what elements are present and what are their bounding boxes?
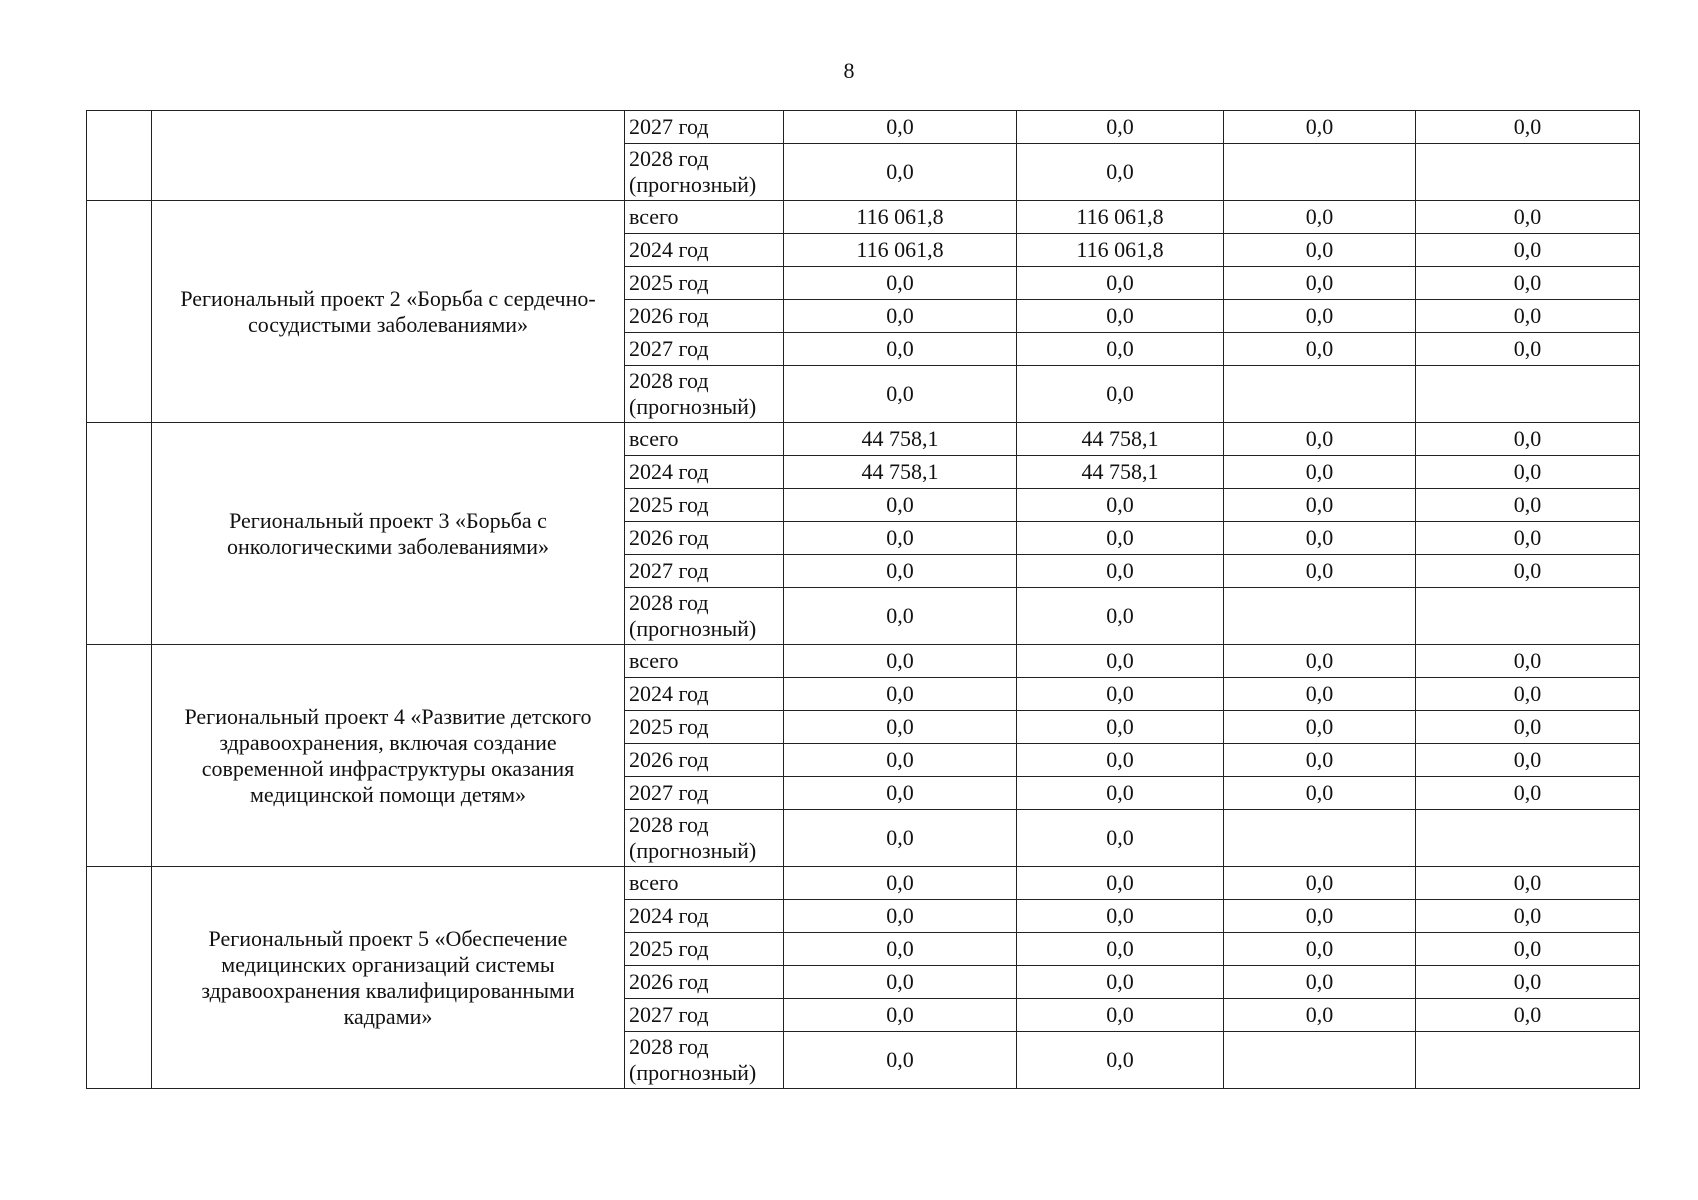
period-cell [625, 744, 784, 777]
amount-cell [1416, 810, 1640, 867]
period-label: 2024 год [629, 237, 709, 262]
period-cell [625, 333, 784, 366]
amount-cell: 0,0 [1224, 201, 1416, 234]
amount-cell: 0,0 [1017, 810, 1224, 867]
period-note: (прогнозный) [629, 1060, 757, 1085]
amount-cell [1416, 366, 1640, 423]
amount-cell: 0,0 [1017, 111, 1224, 144]
amount-cell: 0,0 [1416, 201, 1640, 234]
amount-cell: 0,0 [1017, 777, 1224, 810]
period-cell [625, 267, 784, 300]
amount-cell: 0,0 [1017, 333, 1224, 366]
amount-cell: 0,0 [784, 744, 1017, 777]
period-cell [625, 555, 784, 588]
amount-cell: 0,0 [784, 489, 1017, 522]
amount-cell: 0,0 [1224, 711, 1416, 744]
period-cell [625, 489, 784, 522]
amount-cell: 0,0 [784, 933, 1017, 966]
period-cell [625, 456, 784, 489]
amount-cell: 0,0 [784, 366, 1017, 423]
period-cell [625, 678, 784, 711]
project-name-cell: Региональный проект 5 «Обеспечение медицинских организаций системы здравоохранения квалифицированными кадрами» [152, 867, 625, 1089]
amount-cell: 0,0 [1224, 234, 1416, 267]
period-cell [625, 711, 784, 744]
amount-cell: 0,0 [784, 900, 1017, 933]
amount-cell: 116 061,8 [1017, 201, 1224, 234]
period-cell [625, 933, 784, 966]
amount-cell: 0,0 [1017, 867, 1224, 900]
period-cell [625, 588, 784, 645]
period-label: 2028 год [629, 812, 709, 837]
period-label: 2024 год [629, 681, 709, 706]
amount-cell: 0,0 [1224, 678, 1416, 711]
amount-cell: 0,0 [784, 777, 1017, 810]
amount-cell: 0,0 [1017, 489, 1224, 522]
period-label: 2024 год [629, 459, 709, 484]
funding-table-body [87, 111, 1640, 1089]
amount-cell: 44 758,1 [784, 423, 1017, 456]
amount-cell: 0,0 [784, 645, 1017, 678]
amount-cell: 0,0 [1416, 867, 1640, 900]
amount-cell: 0,0 [1224, 999, 1416, 1032]
period-label: всего [629, 204, 679, 229]
period-label: всего [629, 870, 679, 895]
amount-cell [1416, 144, 1640, 201]
amount-cell: 0,0 [1416, 333, 1640, 366]
amount-cell [1224, 366, 1416, 423]
amount-cell: 0,0 [1017, 555, 1224, 588]
period-label: 2025 год [629, 270, 709, 295]
amount-cell: 0,0 [1416, 300, 1640, 333]
row-number-cell [87, 111, 152, 201]
period-label: 2027 год [629, 114, 709, 139]
amount-cell: 0,0 [784, 1032, 1017, 1089]
amount-cell: 0,0 [1416, 456, 1640, 489]
amount-cell: 0,0 [1224, 867, 1416, 900]
amount-cell: 0,0 [784, 711, 1017, 744]
amount-cell: 0,0 [784, 111, 1017, 144]
page-number: 8 [843, 58, 855, 83]
amount-cell: 0,0 [1017, 1032, 1224, 1089]
period-label: 2026 год [629, 747, 709, 772]
amount-cell: 0,0 [1017, 999, 1224, 1032]
amount-cell: 0,0 [784, 810, 1017, 867]
amount-cell: 44 758,1 [1017, 456, 1224, 489]
period-label: всего [629, 648, 679, 673]
period-cell [625, 999, 784, 1032]
period-note: (прогнозный) [629, 172, 757, 197]
row-number-cell [87, 423, 152, 645]
amount-cell: 0,0 [1017, 711, 1224, 744]
period-cell [625, 645, 784, 678]
period-label: 2027 год [629, 336, 709, 361]
amount-cell: 0,0 [1416, 555, 1640, 588]
period-cell [625, 366, 784, 423]
amount-cell: 0,0 [1017, 933, 1224, 966]
amount-cell: 0,0 [1416, 234, 1640, 267]
amount-cell: 0,0 [1416, 933, 1640, 966]
period-cell [625, 111, 784, 144]
amount-cell: 0,0 [1416, 267, 1640, 300]
table-row [87, 423, 1640, 456]
period-cell [625, 810, 784, 867]
amount-cell: 44 758,1 [1017, 423, 1224, 456]
period-label: 2025 год [629, 492, 709, 517]
table-row [87, 201, 1640, 234]
amount-cell: 0,0 [1017, 300, 1224, 333]
amount-cell: 116 061,8 [784, 234, 1017, 267]
period-label: 2024 год [629, 903, 709, 928]
amount-cell: 0,0 [784, 966, 1017, 999]
amount-cell: 0,0 [1017, 588, 1224, 645]
amount-cell: 0,0 [1416, 966, 1640, 999]
funding-table [86, 110, 1640, 1089]
period-label: 2025 год [629, 714, 709, 739]
period-note: (прогнозный) [629, 394, 757, 419]
amount-cell: 0,0 [784, 555, 1017, 588]
period-cell [625, 144, 784, 201]
amount-cell: 0,0 [1017, 645, 1224, 678]
amount-cell: 0,0 [1416, 111, 1640, 144]
row-number-cell [87, 201, 152, 423]
period-note: (прогнозный) [629, 838, 757, 863]
amount-cell: 0,0 [1224, 555, 1416, 588]
amount-cell: 0,0 [1224, 489, 1416, 522]
amount-cell: 0,0 [784, 300, 1017, 333]
amount-cell: 0,0 [1224, 333, 1416, 366]
period-label: 2028 год [629, 1034, 709, 1059]
period-label: 2028 год [629, 146, 709, 171]
amount-cell: 0,0 [1416, 999, 1640, 1032]
amount-cell: 0,0 [1224, 267, 1416, 300]
period-note: (прогнозный) [629, 616, 757, 641]
amount-cell: 0,0 [1416, 711, 1640, 744]
amount-cell [1416, 1032, 1640, 1089]
period-label: 2025 год [629, 936, 709, 961]
period-cell [625, 966, 784, 999]
period-label: 2026 год [629, 303, 709, 328]
amount-cell: 0,0 [784, 522, 1017, 555]
amount-cell: 0,0 [1017, 144, 1224, 201]
project-name-cell: Региональный проект 2 «Борьба с сердечно-сосудистыми заболеваниями» [152, 201, 625, 423]
amount-cell [1224, 810, 1416, 867]
amount-cell: 0,0 [1224, 645, 1416, 678]
amount-cell [1224, 144, 1416, 201]
amount-cell: 0,0 [1017, 267, 1224, 300]
project-name-cell [152, 111, 625, 201]
period-label: 2027 год [629, 1002, 709, 1027]
amount-cell: 44 758,1 [784, 456, 1017, 489]
amount-cell: 0,0 [1017, 900, 1224, 933]
project-name-cell: Региональный проект 4 «Развитие детского здравоохранения, включая создание современной инфраструктуры оказания медицинской помощи детям» [152, 645, 625, 867]
amount-cell [1224, 1032, 1416, 1089]
amount-cell: 116 061,8 [784, 201, 1017, 234]
amount-cell: 0,0 [1416, 678, 1640, 711]
amount-cell: 0,0 [1017, 522, 1224, 555]
amount-cell: 0,0 [1017, 366, 1224, 423]
amount-cell: 0,0 [1416, 645, 1640, 678]
amount-cell: 0,0 [784, 678, 1017, 711]
amount-cell: 0,0 [1224, 522, 1416, 555]
amount-cell: 0,0 [1224, 456, 1416, 489]
period-label: 2027 год [629, 780, 709, 805]
period-label: всего [629, 426, 679, 451]
period-cell [625, 522, 784, 555]
amount-cell: 0,0 [1416, 489, 1640, 522]
amount-cell: 0,0 [1224, 744, 1416, 777]
amount-cell: 0,0 [1224, 900, 1416, 933]
period-label: 2028 год [629, 590, 709, 615]
amount-cell: 0,0 [1017, 966, 1224, 999]
amount-cell [1416, 588, 1640, 645]
table-row [87, 111, 1640, 144]
amount-cell: 0,0 [784, 867, 1017, 900]
period-label: 2026 год [629, 525, 709, 550]
period-cell [625, 1032, 784, 1089]
amount-cell: 0,0 [1416, 423, 1640, 456]
row-number-cell [87, 867, 152, 1089]
amount-cell: 0,0 [1224, 933, 1416, 966]
table-row [87, 867, 1640, 900]
period-cell [625, 300, 784, 333]
period-label: 2026 год [629, 969, 709, 994]
amount-cell: 0,0 [784, 333, 1017, 366]
table-row [87, 645, 1640, 678]
amount-cell: 116 061,8 [1017, 234, 1224, 267]
amount-cell: 0,0 [1416, 777, 1640, 810]
period-cell [625, 201, 784, 234]
amount-cell [1224, 588, 1416, 645]
period-cell [625, 777, 784, 810]
period-label: 2027 год [629, 558, 709, 583]
amount-cell: 0,0 [784, 999, 1017, 1032]
amount-cell: 0,0 [1224, 111, 1416, 144]
amount-cell: 0,0 [1224, 300, 1416, 333]
amount-cell: 0,0 [1416, 744, 1640, 777]
amount-cell: 0,0 [784, 144, 1017, 201]
period-label: 2028 год [629, 368, 709, 393]
project-name-cell: Региональный проект 3 «Борьба с онкологическими заболеваниями» [152, 423, 625, 645]
amount-cell: 0,0 [1017, 744, 1224, 777]
amount-cell: 0,0 [1416, 522, 1640, 555]
amount-cell: 0,0 [784, 267, 1017, 300]
amount-cell: 0,0 [1224, 423, 1416, 456]
amount-cell: 0,0 [1017, 678, 1224, 711]
period-cell [625, 900, 784, 933]
period-cell [625, 423, 784, 456]
amount-cell: 0,0 [1224, 966, 1416, 999]
period-cell [625, 867, 784, 900]
amount-cell: 0,0 [784, 588, 1017, 645]
amount-cell: 0,0 [1416, 900, 1640, 933]
period-cell [625, 234, 784, 267]
row-number-cell [87, 645, 152, 867]
amount-cell: 0,0 [1224, 777, 1416, 810]
